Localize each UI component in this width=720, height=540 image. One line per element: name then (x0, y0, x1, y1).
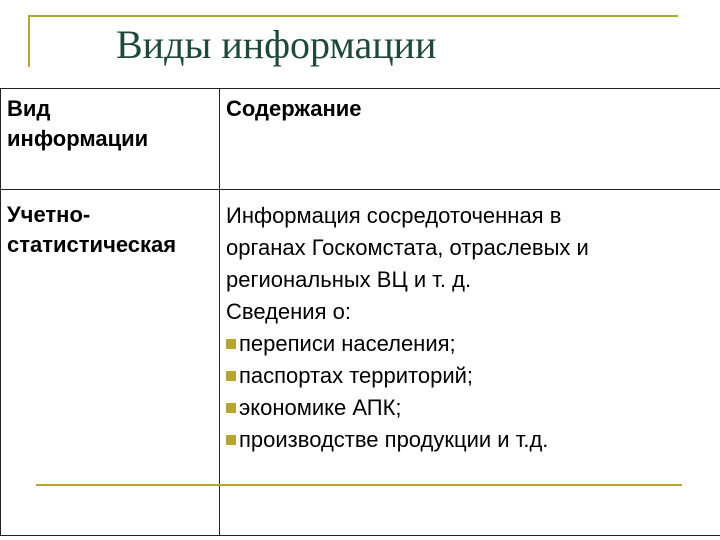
decorative-left-line (28, 15, 30, 67)
list-item (226, 424, 720, 456)
content-line: Информация сосредоточенная в (226, 203, 562, 228)
slide-title: Виды информации (116, 22, 437, 67)
header-type-line-2: информации (7, 126, 149, 151)
list-item-text: переписи населения; (239, 331, 456, 356)
content-line: органах Госкомстата, отраслевых и (226, 235, 589, 260)
square-bullet-icon (226, 371, 236, 381)
header-content-label: Содержание (226, 96, 362, 121)
row-type-line-2: статистическая (7, 232, 177, 257)
square-bullet-icon (226, 403, 236, 413)
header-type-line-1: Вид (7, 96, 51, 121)
table-header-row (1, 89, 720, 190)
header-cell-type (1, 89, 220, 190)
content-line: региональных ВЦ и т. д. (226, 267, 472, 292)
list-item-text: паспортах территорий; (239, 363, 474, 388)
list-item (226, 360, 720, 392)
decorative-bottom-line (36, 484, 682, 486)
header-cell-content (220, 89, 720, 190)
list-item-text: производстве продукции и т.д. (239, 427, 549, 452)
row-type-line-1: Учетно- (7, 202, 91, 227)
square-bullet-icon (226, 339, 236, 349)
square-bullet-icon (226, 435, 236, 445)
content-line: Сведения о: (226, 299, 351, 324)
information-types-table (0, 88, 720, 536)
list-item (226, 392, 720, 424)
decorative-top-line (28, 15, 678, 17)
list-item (226, 328, 720, 360)
list-item-text: экономике АПК; (239, 395, 402, 420)
